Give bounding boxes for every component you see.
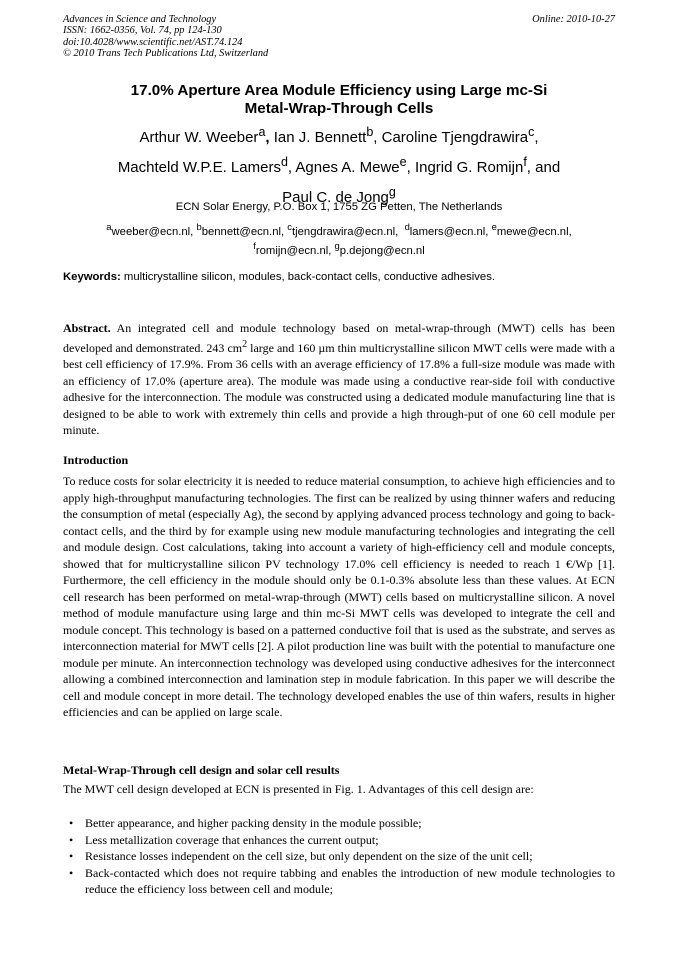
author-name: Agnes A. Mewe bbox=[295, 159, 400, 176]
keywords bbox=[63, 270, 615, 284]
affiliation: ECN Solar Energy, P.O. Box 1, 1755 ZG Petten, The Netherlands bbox=[175, 201, 503, 213]
introduction-heading: Introduction bbox=[63, 453, 129, 467]
email-sup: e bbox=[491, 221, 497, 232]
introduction-text: To reduce costs for solar electricity it is needed to reduce material consumption, to achieve high efficiencies and to apply high-throughput manufacturing technologies. The first can be realized by using thinner wafers and reducing the consumption of metal (especially Ag), the second by applying advanced process technology and going to back-contact cells, and the third by for example using new module manufacturing technologies and integrating the cell and module design. Cost calculations, taking into account a variety of high-efficiency cell and module concepts, showed that for multicrystalline silicon PV technology 17.0% cell efficiency is needed to reach 1 €/Wp [1]. Furthermore, the cell efficiency in the module should only be 0.1-0.3% absolute less than these values. At ECN cell research has been performed on metal-wrap-through (MWT) cells based on multicrystalline silicon. A novel method of module manufacture using large and thin mc-Si MWT cells was developed to integrate the cell and module concept. This technology is based on a patterned conductive foil that is used as the substrate, and serves as interconnection material for MWT cells [2]. A pilot production line was built with the potential to manufacture one module per minute. An interconnection technology was developed using conductive adhesives for the interconnect allowing a combined interconnection and lamination step in module fabrication. In this paper we will describe the cell and module concept in more detail. The technology developed enables the use of thin wafers, results in higher efficiencies and can be applied on large scale. bbox=[63, 474, 615, 719]
author-sup: g bbox=[388, 185, 396, 199]
email-sup: a bbox=[106, 221, 112, 232]
email-list bbox=[63, 220, 615, 259]
author-conjunction: and bbox=[535, 159, 561, 176]
doi: doi:10.4028/www.scientific.net/AST.74.124 bbox=[63, 36, 243, 48]
email: tjengdrawira@ecn.nl, bbox=[291, 225, 399, 238]
abstract-text-b: large and 160 µm thin multicrystalline silicon MWT cells were made with a best cell efficiency of 17.9%. From 36 cells with an average efficiency of 17.8% a full-size module was made with an efficiency of 17.0% (aperture area). The module was made using a conductive rear-side foil with conductive adhesive for the interconnection. The module was constructed using a dedicated module manufacturing line that is designed to be able to work with extremely thin cells and provide a high through-put of one 60 cell module per minute. bbox=[63, 340, 615, 437]
author-name: Paul C. de Jong bbox=[282, 189, 389, 206]
online-date: Online: 2010-10-27 bbox=[532, 14, 615, 25]
author-sup: d bbox=[280, 155, 288, 169]
author-sup: c bbox=[528, 125, 535, 139]
keywords-text: multicrystalline silicon, modules, back-contact cells, conductive adhesives. bbox=[123, 271, 495, 283]
email-sup: c bbox=[287, 221, 292, 232]
author-sup: f bbox=[523, 155, 527, 169]
email-sup: d bbox=[404, 221, 410, 232]
list-item: • Less metallization coverage that enhances the current output; bbox=[63, 832, 615, 849]
title-line-2: Metal-Wrap-Through Cells bbox=[244, 100, 434, 117]
mwt-heading: Metal-Wrap-Through cell design and solar cell results bbox=[63, 763, 340, 777]
author-sup: b bbox=[366, 125, 374, 139]
email: lamers@ecn.nl, bbox=[409, 225, 489, 238]
list-item: • Resistance losses independent on the cell size, but only dependent on the size of the unit cell; bbox=[63, 848, 615, 865]
abstract-text-a: An integrated cell and module technology based on metal-wrap-through (MWT) cells has been developed and demonstrated. 243 cm bbox=[63, 321, 615, 355]
author-list bbox=[63, 120, 615, 210]
email-sup: g bbox=[334, 240, 340, 252]
issn: ISSN: 1662-0356, Vol. 74, pp 124-130 bbox=[63, 25, 222, 37]
author-sup: a bbox=[258, 125, 266, 139]
email: romijn@ecn.nl, bbox=[255, 245, 332, 258]
title-line-1: 17.0% Aperture Area Module Efficiency using Large mc-Si bbox=[130, 82, 548, 99]
email: bennett@ecn.nl, bbox=[201, 225, 285, 238]
email: mewe@ecn.nl, bbox=[496, 225, 572, 238]
keywords-label: Keywords: bbox=[63, 271, 121, 283]
journal-name: Advances in Science and Technology bbox=[63, 14, 217, 25]
emails-line-1 bbox=[63, 220, 615, 239]
author-name: Caroline Tjengdrawira bbox=[381, 129, 529, 146]
email-sup: f bbox=[253, 240, 256, 252]
email: weeber@ecn.nl, bbox=[111, 225, 194, 238]
mwt-intro-text: The MWT cell design developed at ECN is presented in Fig. 1. Advantages of this cell design are: bbox=[63, 782, 534, 796]
abstract-sup: 2 bbox=[242, 338, 248, 350]
authors-line-2: Machteld W.P.E. Lamers$^d$, Agnes A. Mewe$^e$, Ingrid G. Romijn$^f$, and bbox=[117, 155, 561, 176]
author-sup: e bbox=[399, 155, 407, 169]
emails-line-2 bbox=[63, 239, 615, 258]
authors-line-1: Arthur W. Weeber$^a$, Ian J. Bennett$^b$, Caroline Tjengdrawira$^c$, bbox=[139, 125, 539, 146]
abstract bbox=[63, 320, 615, 439]
author-name: Ingrid G. Romijn bbox=[414, 159, 524, 176]
list-item: • Better appearance, and higher packing density in the module possible; bbox=[63, 815, 615, 832]
paper-title bbox=[63, 82, 615, 118]
copyright: © 2010 Trans Tech Publications Ltd, Switzerland bbox=[63, 48, 269, 60]
advantages-list bbox=[63, 815, 615, 898]
list-item: • Back-contacted which does not require tabbing and enables the introduction of new module technologies to reduce the efficiency loss between cell and module; bbox=[63, 865, 615, 898]
journal-header bbox=[63, 14, 615, 60]
author-name: Arthur W. Weeber bbox=[139, 129, 259, 146]
email: p.dejong@ecn.nl bbox=[339, 245, 425, 258]
email-sup: b bbox=[196, 221, 202, 232]
author-name: Machteld W.P.E. Lamers bbox=[117, 159, 281, 176]
author-name: Ian J. Bennett bbox=[273, 129, 367, 146]
abstract-label: Abstract. bbox=[63, 321, 111, 335]
